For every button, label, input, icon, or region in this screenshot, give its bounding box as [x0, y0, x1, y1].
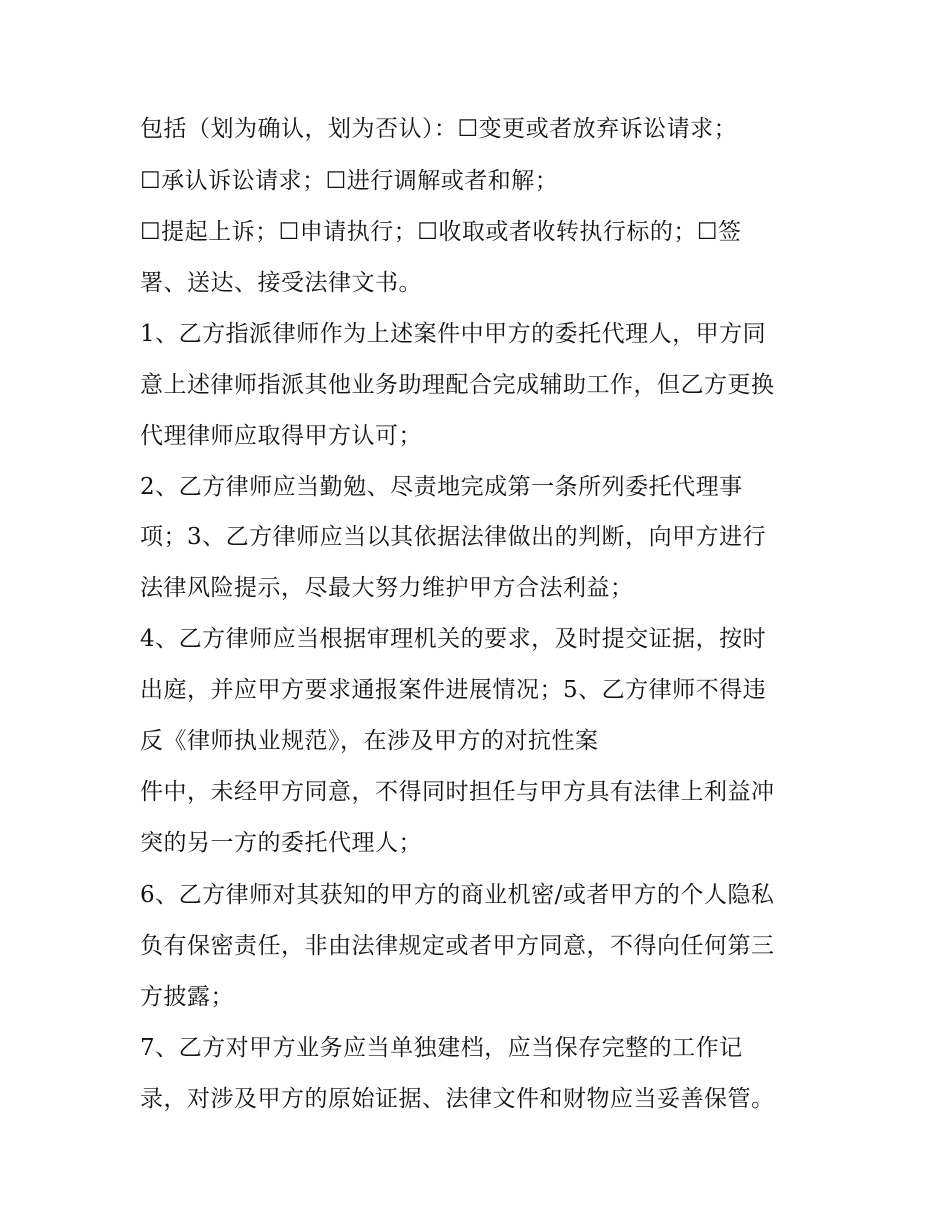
text-line-4: 署、送达、接受法律文书。: [140, 270, 422, 296]
text-line-15: 突的另一方的委托代理人；: [140, 830, 422, 856]
text-line-12: 出庭，并应甲方要求通报案件进展情况；5、乙方律师不得违: [140, 677, 767, 703]
text-line-16: 6、乙方律师对其获知的甲方的商业机密/或者甲方的个人隐私: [140, 882, 775, 908]
text-line-14: 件中，未经甲方同意，不得同时担任与甲方具有法律上利益冲: [140, 779, 775, 805]
text-line-11: 4、乙方律师应当根据审理机关的要求，及时提交证据，按时: [140, 626, 767, 652]
text-line-5: 1、乙方指派律师作为上述案件中甲方的委托代理人，甲方同: [140, 321, 767, 347]
text-line-2: ☐承认诉讼请求；☐进行调解或者和解；: [140, 168, 559, 194]
text-line-20: 录，对涉及甲方的原始证据、法律文件和财物应当妥善保管。: [140, 1086, 775, 1112]
text-line-10: 法律风险提示，尽最大努力维护甲方合法利益；: [140, 575, 634, 601]
text-line-8: 2、乙方律师应当勤勉、尽责地完成第一条所列委托代理事: [140, 474, 743, 500]
text-line-1: 包括（划为确认，划为否认）：☐变更或者放弃诉讼请求；: [140, 116, 738, 142]
text-line-3: ☐提起上诉；☐申请执行；☐收取或者收转执行标的；☐签: [140, 219, 742, 245]
text-line-6: 意上述律师指派其他业务助理配合完成辅助工作，但乙方更换: [140, 372, 775, 398]
text-line-17: 负有保密责任，非由法律规定或者甲方同意，不得向任何第三: [140, 933, 775, 959]
text-line-18: 方披露；: [140, 984, 234, 1010]
text-line-19: 7、乙方对甲方业务应当单独建档，应当保存完整的工作记: [140, 1035, 743, 1061]
text-line-13: 反《律师执业规范》，在涉及甲方的对抗性案: [140, 728, 599, 754]
text-line-9: 项；3、乙方律师应当以其依据法律做出的判断，向甲方进行: [140, 524, 767, 550]
text-line-7: 代理律师应取得甲方认可；: [140, 423, 422, 449]
